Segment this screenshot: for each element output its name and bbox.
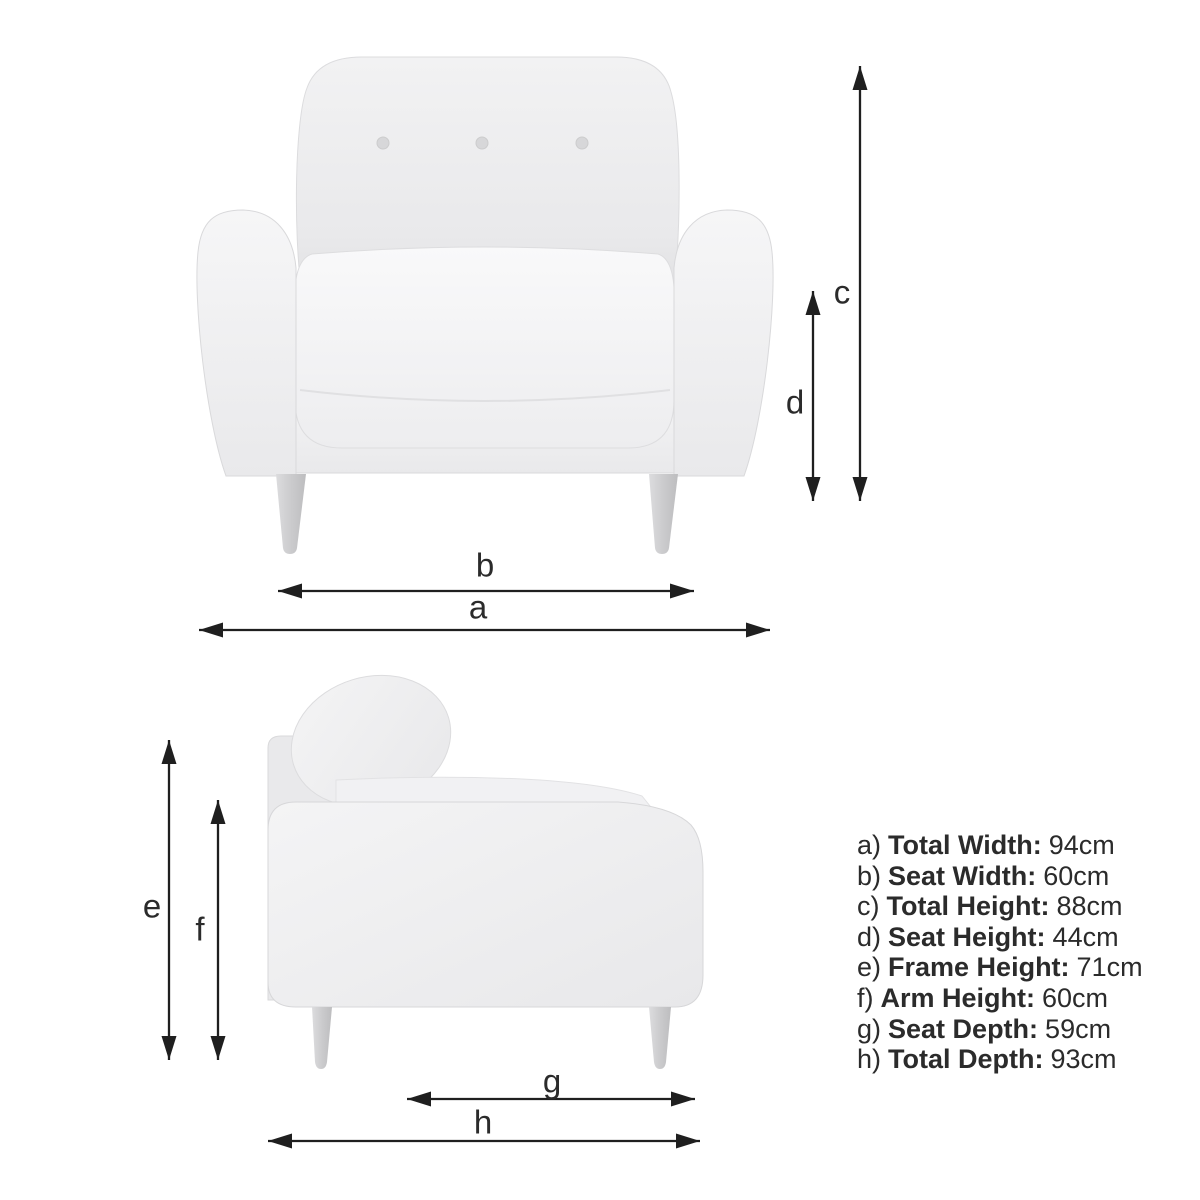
legend-item-prefix: a) [857,830,882,860]
legend-item-prefix: d) [857,921,882,952]
legend-item-prefix: e) [857,952,882,983]
legend-item-value: 59cm [1045,1013,1112,1044]
dimension-label-c: c [833,273,851,311]
armchair-front-view [197,57,773,554]
legend-item-a [857,830,1143,861]
legend-item-prefix: b) [857,860,882,891]
legend-item-label: Seat Width: [888,860,1037,891]
tuft-button [576,137,588,149]
legend-item-b [857,861,1143,892]
legend-item-label: Arm Height: [880,982,1035,1013]
legend-item-value: 71cm [1076,952,1143,983]
legend-item-value: 60cm [1043,860,1110,891]
legend-item-label: Total Height: [886,891,1050,922]
armchair-side-view [268,656,703,1069]
side-front-leg [649,1007,671,1069]
tuft-button [377,137,389,149]
legend-item-label: Total Width: [888,830,1042,860]
front-left-arm [197,210,296,476]
legend-item-prefix: g) [857,1013,882,1044]
legend-item-value: 88cm [1056,891,1123,922]
legend-item-value: 60cm [1042,982,1109,1013]
dimension-label-g: g [542,1062,562,1100]
legend-item-prefix: h) [857,1044,882,1075]
legend-item-prefix: c) [857,891,880,922]
tuft-button [476,137,488,149]
dimension-label-f: f [195,910,205,948]
legend-item-label: Seat Height: [888,921,1046,952]
legend-item-value: 93cm [1050,1044,1117,1075]
dimension-label-a: a [468,588,488,626]
side-arm-panel [268,802,703,1007]
legend-item-prefix: f) [857,982,874,1013]
dimensions-legend [857,830,1143,1075]
legend-item-e [857,952,1143,983]
legend-item-label: Seat Depth: [888,1013,1039,1044]
legend-item-f [857,983,1143,1014]
front-seat-cushion [295,247,675,448]
dimension-label-e: e [142,887,162,925]
dimension-label-b: b [475,546,495,584]
legend-item-label: Total Depth: [888,1044,1044,1075]
dimension-label-h: h [473,1103,493,1141]
front-right-leg [649,474,678,554]
legend-item-d [857,922,1143,953]
legend-item-h [857,1044,1143,1075]
legend-item-value: 94cm [1048,830,1115,860]
legend-item-g [857,1014,1143,1045]
front-left-leg [276,474,306,554]
legend-item-value: 44cm [1052,921,1119,952]
dimension-label-d: d [785,383,805,421]
side-back-leg [312,1007,332,1069]
front-right-arm [674,210,773,476]
legend-item-label: Frame Height: [888,952,1070,983]
legend-item-c [857,891,1143,922]
